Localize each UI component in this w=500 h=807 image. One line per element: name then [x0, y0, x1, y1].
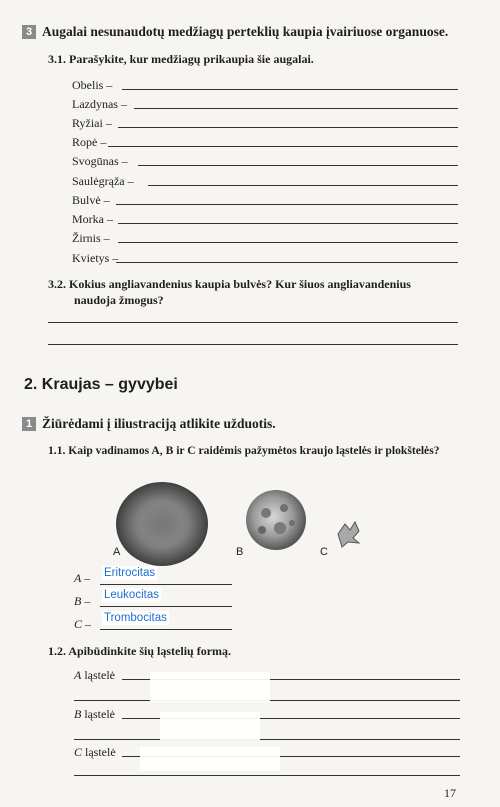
- plant-label: Obelis –: [72, 78, 113, 92]
- answer-line[interactable]: [100, 629, 232, 630]
- answer-line[interactable]: [48, 344, 458, 345]
- cell-label-a: [74, 668, 115, 683]
- task-title: Žiūrėdami į iliustraciją atlikite užduotis.: [42, 416, 276, 431]
- section-title: 2. Kraujas – gyvybei: [24, 376, 178, 393]
- red-blood-cell: [116, 482, 208, 566]
- answer-line[interactable]: [74, 775, 460, 776]
- answer-letter: C –: [74, 617, 92, 631]
- plant-label: Žirnis –: [72, 231, 110, 245]
- answer-line[interactable]: [118, 242, 458, 243]
- cell-label-c: [74, 745, 116, 760]
- page-number: 17: [444, 786, 456, 800]
- answer-line[interactable]: [118, 223, 458, 224]
- cell-word: ląstelė: [84, 668, 115, 682]
- answer-value[interactable]: Leukocitas: [104, 589, 159, 601]
- erased-area: [140, 747, 280, 771]
- erased-area: [150, 672, 270, 702]
- answer-line[interactable]: [122, 89, 458, 90]
- cell-letter: B: [74, 707, 82, 721]
- task-number-badge: 1: [22, 417, 36, 431]
- plant-label: Ropė –: [72, 135, 107, 149]
- plant-label: Morka –: [72, 212, 113, 226]
- cell-label-b: [74, 707, 115, 722]
- plant-label: Svogūnas –: [72, 154, 128, 168]
- platelet: [338, 522, 359, 547]
- answer-line[interactable]: [108, 146, 458, 147]
- plant-label: Ryžiai –: [72, 116, 112, 130]
- cell-letter: A: [74, 668, 82, 682]
- answer-letter: A –: [74, 571, 91, 585]
- answer-line[interactable]: [134, 108, 458, 109]
- answer-value[interactable]: Eritrocitas: [104, 567, 156, 579]
- answer-value[interactable]: Trombocitas: [104, 612, 167, 624]
- task-title: Augalai nesunaudotų medžiagų perteklių kaupia įvairiuose organuose.: [42, 24, 449, 39]
- answer-line[interactable]: [74, 739, 460, 740]
- plant-label: Lazdynas –: [72, 97, 127, 111]
- image-label-a: A: [113, 546, 121, 558]
- answer-line[interactable]: [100, 606, 232, 607]
- answer-line[interactable]: [116, 204, 458, 205]
- answer-line[interactable]: [100, 584, 232, 585]
- cell-word: ląstelė: [85, 745, 116, 759]
- question-3-1: 3.1. Parašykite, kur medžiagų prikaupia šie augalai.: [48, 52, 314, 66]
- cell-letter: C: [74, 745, 83, 759]
- answer-line[interactable]: [116, 262, 458, 263]
- answer-line[interactable]: [138, 165, 458, 166]
- question-1-2: 1.2. Apibūdinkite šių ląstelių formą.: [48, 644, 232, 658]
- task-number-badge: 3: [22, 25, 36, 39]
- question-1-1: 1.1. Kaip vadinamos A, B ir C raidėmis pažymėtos kraujo ląstelės ir plokštelės?: [48, 444, 440, 457]
- plant-label: Saulėgrąža –: [72, 174, 134, 188]
- plant-label: Bulvė –: [72, 193, 110, 207]
- question-3-2-line2: naudoja žmogus?: [74, 293, 164, 307]
- answer-line[interactable]: [118, 127, 458, 128]
- image-label-c: C: [320, 546, 328, 558]
- image-label-b: B: [236, 546, 244, 558]
- plant-label: Kvietys –: [72, 251, 119, 265]
- white-blood-cell: [246, 490, 306, 550]
- cell-word: ląstelė: [84, 707, 115, 721]
- answer-line[interactable]: [148, 185, 458, 186]
- question-3-2-line1: 3.2. Kokius angliavandenius kaupia bulvės? Kur šiuos angliavandenius: [48, 277, 411, 291]
- answer-line[interactable]: [48, 322, 458, 323]
- erased-area: [160, 712, 260, 740]
- answer-letter: B –: [74, 594, 91, 608]
